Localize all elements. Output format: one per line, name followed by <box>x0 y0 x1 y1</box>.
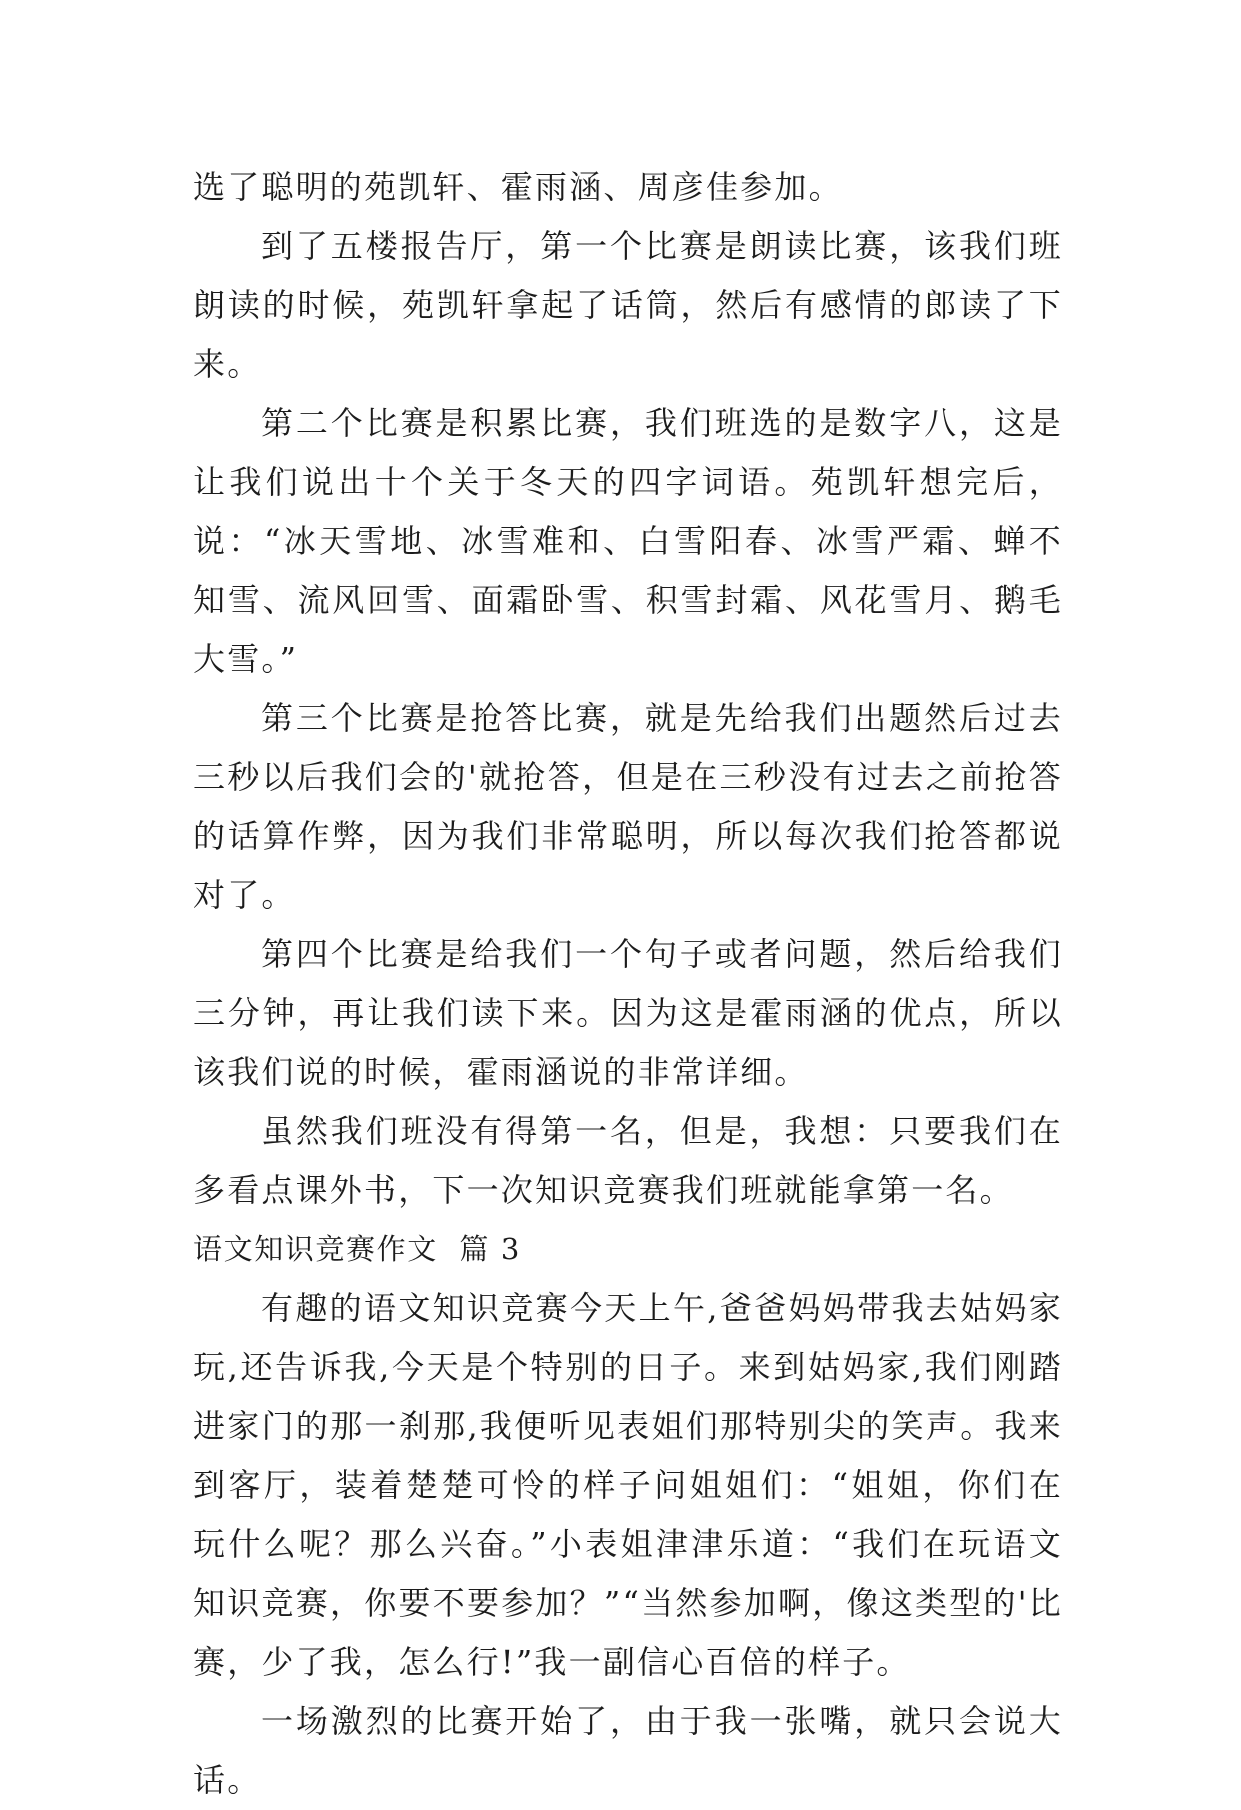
paragraph-essay3-intro: 有趣的语文知识竞赛今天上午,爸爸妈妈带我去姑妈家玩,还告诉我,今天是个特别的日子。来到姑妈家,我们刚踏进家门的那一刹那,我便听见表姐们那特别尖的笑声。我来到客厅，装着楚楚可怜的样子问姐姐们：“姐姐，你们在玩什么呢？那么兴奋。”小表姐津津乐道：“我们在玩语文知识竞赛，你要不要参加？”“当然参加啊，像这类型的'比赛，少了我，怎么行!”我一副信心百倍的样子。 <box>193 1289 1063 1681</box>
paragraph-quick-answer-contest: 第三个比赛是抢答比赛，就是先给我们出题然后过去三秒以后我们会的'就抢答，但是在三秒没有过去之前抢答的话算作弊，因为我们非常聪明，所以每次我们抢答都说对了。 <box>193 699 1063 914</box>
paragraph-essay3-contest-start: 一场激烈的比赛开始了，由于我一张嘴，就只会说大话。 <box>193 1702 1063 1799</box>
paragraph-continued: 选了聪明的苑凯轩、霍雨涵、周彦佳参加。 <box>193 168 843 206</box>
paragraph-conclusion: 虽然我们班没有得第一名，但是，我想：只要我们在多看点课外书，下一次知识竞赛我们班就能拿第一名。 <box>193 1112 1063 1209</box>
document-body <box>193 158 1063 1810</box>
section-heading: 语文知识竞赛作文 篇 3 <box>193 1232 521 1266</box>
paragraph-accumulation-contest: 第二个比赛是积累比赛，我们班选的是数字八，这是让我们说出十个关于冬天的四字词语。苑凯轩想完后，说：“冰天雪地、冰雪难和、白雪阳春、冰雪严霜、蝉不知雪、流风回雪、面霜卧雪、积雪封霜、风花雪月、鹅毛大雪。” <box>193 404 1063 678</box>
paragraph-reading-contest: 到了五楼报告厅，第一个比赛是朗读比赛，该我们班朗读的时候，苑凯轩拿起了话筒，然后有感情的郎读了下来。 <box>193 227 1063 383</box>
paragraph-fourth-contest: 第四个比赛是给我们一个句子或者问题，然后给我们三分钟，再让我们读下来。因为这是霍雨涵的优点，所以该我们说的时候，霍雨涵说的非常详细。 <box>193 935 1063 1091</box>
